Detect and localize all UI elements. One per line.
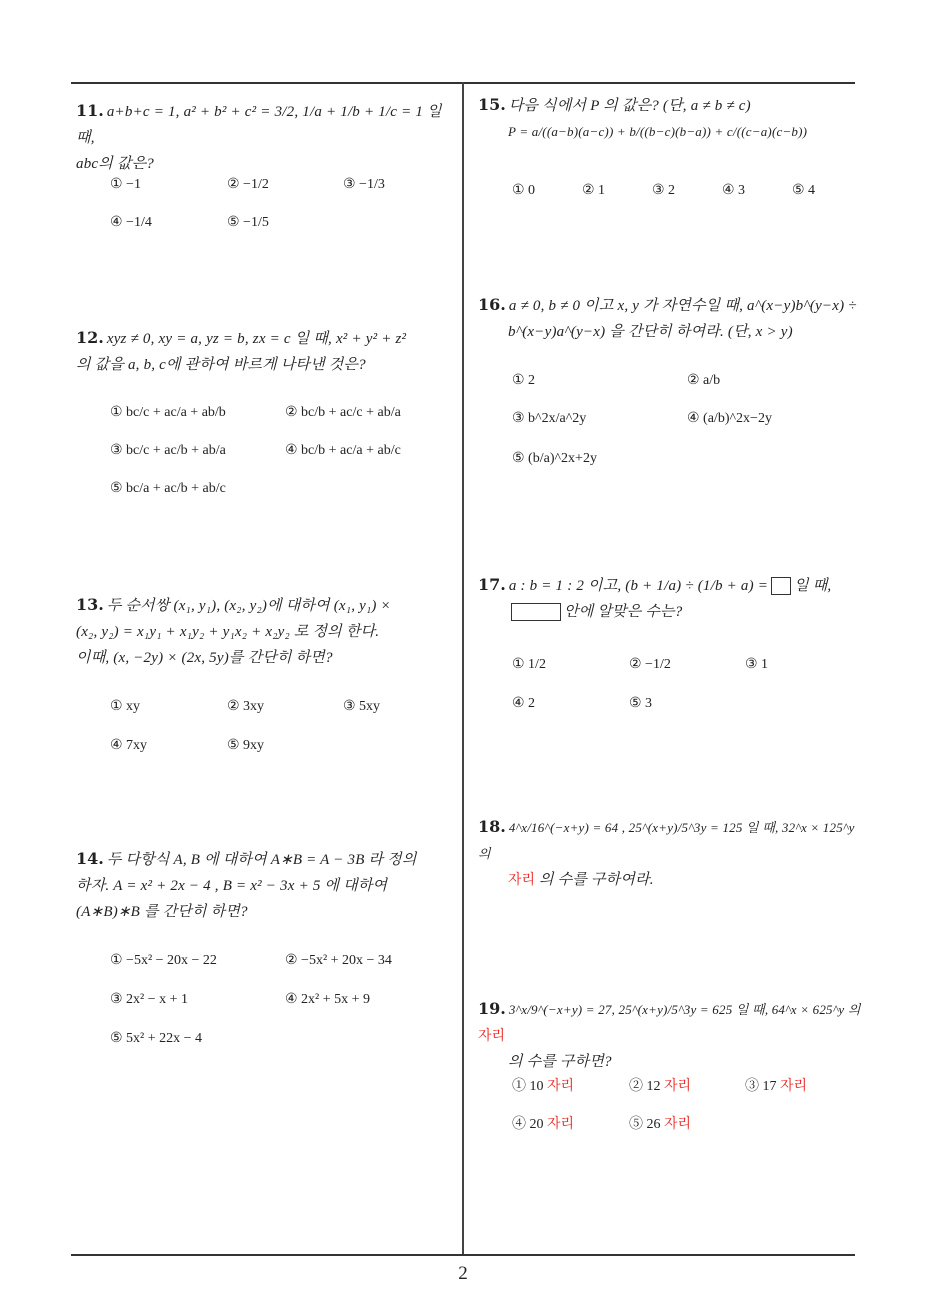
question-number: 18.	[478, 817, 506, 836]
question-number: 14.	[76, 849, 104, 868]
question-19	[478, 996, 862, 1075]
choice[interactable]: ② −1/2	[227, 177, 269, 192]
question-text: 3^x/9^(−x+y) = 27, 25^(x+y)/5^3y = 625 일 때, 64^x × 625^y 의	[508, 1002, 861, 1017]
question-text: 의 수를 구하면?	[508, 1054, 612, 1070]
choice[interactable]: ⑤ bc/a + ac/b + ab/c	[110, 481, 226, 496]
choice-unit: 자리	[547, 1117, 575, 1132]
choice[interactable]: ① 1/2	[512, 657, 546, 672]
choice-label: ① 10	[512, 1079, 544, 1094]
choice[interactable]: ③ bc/c + ac/b + ab/a	[110, 443, 226, 458]
choice[interactable]: ③ 2x² − x + 1	[110, 992, 189, 1007]
choice[interactable]: ② −5x² + 20x − 34	[285, 953, 392, 968]
choice[interactable]: ④ −1/4	[110, 215, 152, 230]
question-number: 17.	[478, 575, 506, 594]
choice[interactable]	[745, 1075, 807, 1095]
question-text: abc의 값은?	[76, 156, 154, 172]
answer-box	[771, 577, 791, 595]
question-15	[478, 92, 862, 145]
question-text: a+b+c = 1, a² + b² + c² = 3/2, 1/a + 1/b + 1/c = 1 일 때,	[76, 104, 442, 146]
choice[interactable]	[512, 1075, 574, 1095]
question-text: b^(x−y)a^(y−x) 을 간단히 하여라. (단, x > y)	[508, 324, 793, 340]
column-divider	[462, 82, 464, 1255]
choice[interactable]: ① 0	[512, 183, 536, 198]
question-text: (A∗B)∗B 를 간단히 하면?	[76, 904, 248, 920]
question-text: xyz ≠ 0, xy = a, yz = b, zx = c 일 때, x² + y² + z²	[106, 331, 407, 347]
choice[interactable]: ⑤ 5x² + 22x − 4	[110, 1031, 203, 1046]
question-number: 19.	[478, 999, 506, 1018]
choice[interactable]: ⑤ (b/a)^2x+2y	[512, 451, 597, 466]
choice-unit: 자리	[664, 1117, 692, 1132]
question-text: (x₂, y₂) = x₁y₁ + x₁y₂ + y₁x₂ + x₂y₂ 로 정의 한다.	[76, 624, 380, 640]
choice[interactable]: ④ 2x² + 5x + 9	[285, 992, 371, 1007]
question-13	[76, 592, 460, 671]
choice[interactable]: ③ b^2x/a^2y	[512, 411, 587, 426]
choice-unit: 자리	[547, 1079, 575, 1094]
choice[interactable]: ① bc/c + ac/a + ab/b	[110, 405, 226, 420]
question-text: 일 때,	[794, 578, 832, 594]
question-text: 다음 식에서 P 의 값은? (단, a ≠ b ≠ c)	[508, 98, 751, 114]
question-number: 15.	[478, 95, 506, 114]
choice[interactable]: ② bc/b + ac/c + ab/a	[285, 405, 401, 420]
question-formula: P = a/((a−b)(a−c)) + b/((b−c)(b−a)) + c/((c−a)(c−b))	[508, 124, 808, 139]
question-16	[478, 292, 862, 345]
question-text: a : b = 1 : 2 이고, (b + 1/a) ÷ (1/b + a) =	[508, 578, 769, 594]
choice[interactable]: ④ 7xy	[110, 738, 148, 753]
question-11	[76, 98, 460, 177]
question-text: a ≠ 0, b ≠ 0 이고 x, y 가 자연수일 때, a^(x−y)b^(y−x) ÷	[508, 298, 857, 314]
highlight-text: 자리	[508, 872, 536, 888]
question-number: 12.	[76, 328, 104, 347]
choice[interactable]: ② −1/2	[629, 657, 671, 672]
question-text: 두 다항식 A, B 에 대하여 A∗B = A − 3B 라 정의	[106, 852, 417, 868]
choice[interactable]: ③ 2	[652, 183, 676, 198]
choice-label: ③ 17	[745, 1079, 777, 1094]
page-number: 2	[458, 1263, 468, 1284]
choice[interactable]	[629, 1113, 691, 1133]
choice[interactable]: ① −5x² − 20x − 22	[110, 953, 217, 968]
choice[interactable]: ⑤ 4	[792, 183, 816, 198]
choice-unit: 자리	[664, 1079, 692, 1094]
question-text: 의 수를 구하여라.	[535, 872, 654, 888]
question-14	[76, 846, 460, 925]
choice[interactable]: ④ (a/b)^2x−2y	[687, 411, 772, 426]
choice-label: ④ 20	[512, 1117, 544, 1132]
question-text: 하자. A = x² + 2x − 4 , B = x² − 3x + 5 에 대하여	[76, 878, 388, 894]
highlight-text: 자리	[478, 1028, 506, 1044]
choice[interactable]: ③ 1	[745, 657, 769, 672]
question-number: 13.	[76, 595, 104, 614]
question-text: 이때, (x, −2y) × (2x, 5y)를 간단히 하면?	[76, 650, 333, 666]
bottom-rule	[71, 1254, 855, 1256]
question-18	[478, 814, 862, 893]
choice[interactable]: ④ 3	[722, 183, 746, 198]
question-text: 4^x/16^(−x+y) = 64 , 25^(x+y)/5^3y = 125 일 때, 32^x × 125^y 의	[478, 820, 855, 861]
question-number: 11.	[76, 101, 104, 120]
question-12	[76, 325, 460, 378]
question-text: 두 순서쌍 (x₁, y₁), (x₂, y₂)에 대하여 (x₁, y₁) ×	[106, 598, 391, 614]
question-number: 16.	[478, 295, 506, 314]
choice-label: ⑤ 26	[629, 1117, 661, 1132]
choice[interactable]: ③ −1/3	[343, 177, 385, 192]
choice[interactable]: ⑤ −1/5	[227, 215, 269, 230]
question-text: 안에 알맞은 수는?	[564, 604, 683, 620]
choice[interactable]: ④ 2	[512, 696, 536, 711]
choice[interactable]: ④ bc/b + ac/a + ab/c	[285, 443, 401, 458]
answer-box	[511, 603, 561, 621]
choice-label: ② 12	[629, 1079, 661, 1094]
choice[interactable]: ① 2	[512, 373, 536, 388]
choice[interactable]: ① −1	[110, 177, 141, 192]
choice[interactable]: ③ 5xy	[343, 699, 381, 714]
question-17	[478, 572, 862, 625]
choice[interactable]: ② 1	[582, 183, 606, 198]
choice[interactable]: ⑤ 9xy	[227, 738, 265, 753]
choice[interactable]: ① xy	[110, 699, 141, 714]
choice[interactable]	[629, 1075, 691, 1095]
choice[interactable]: ② 3xy	[227, 699, 265, 714]
choice-unit: 자리	[780, 1079, 808, 1094]
choice[interactable]: ② a/b	[687, 373, 721, 388]
choice[interactable]: ⑤ 3	[629, 696, 653, 711]
question-text: 의 값을 a, b, c에 관하여 바르게 나타낸 것은?	[76, 357, 366, 373]
choice[interactable]	[512, 1113, 574, 1133]
